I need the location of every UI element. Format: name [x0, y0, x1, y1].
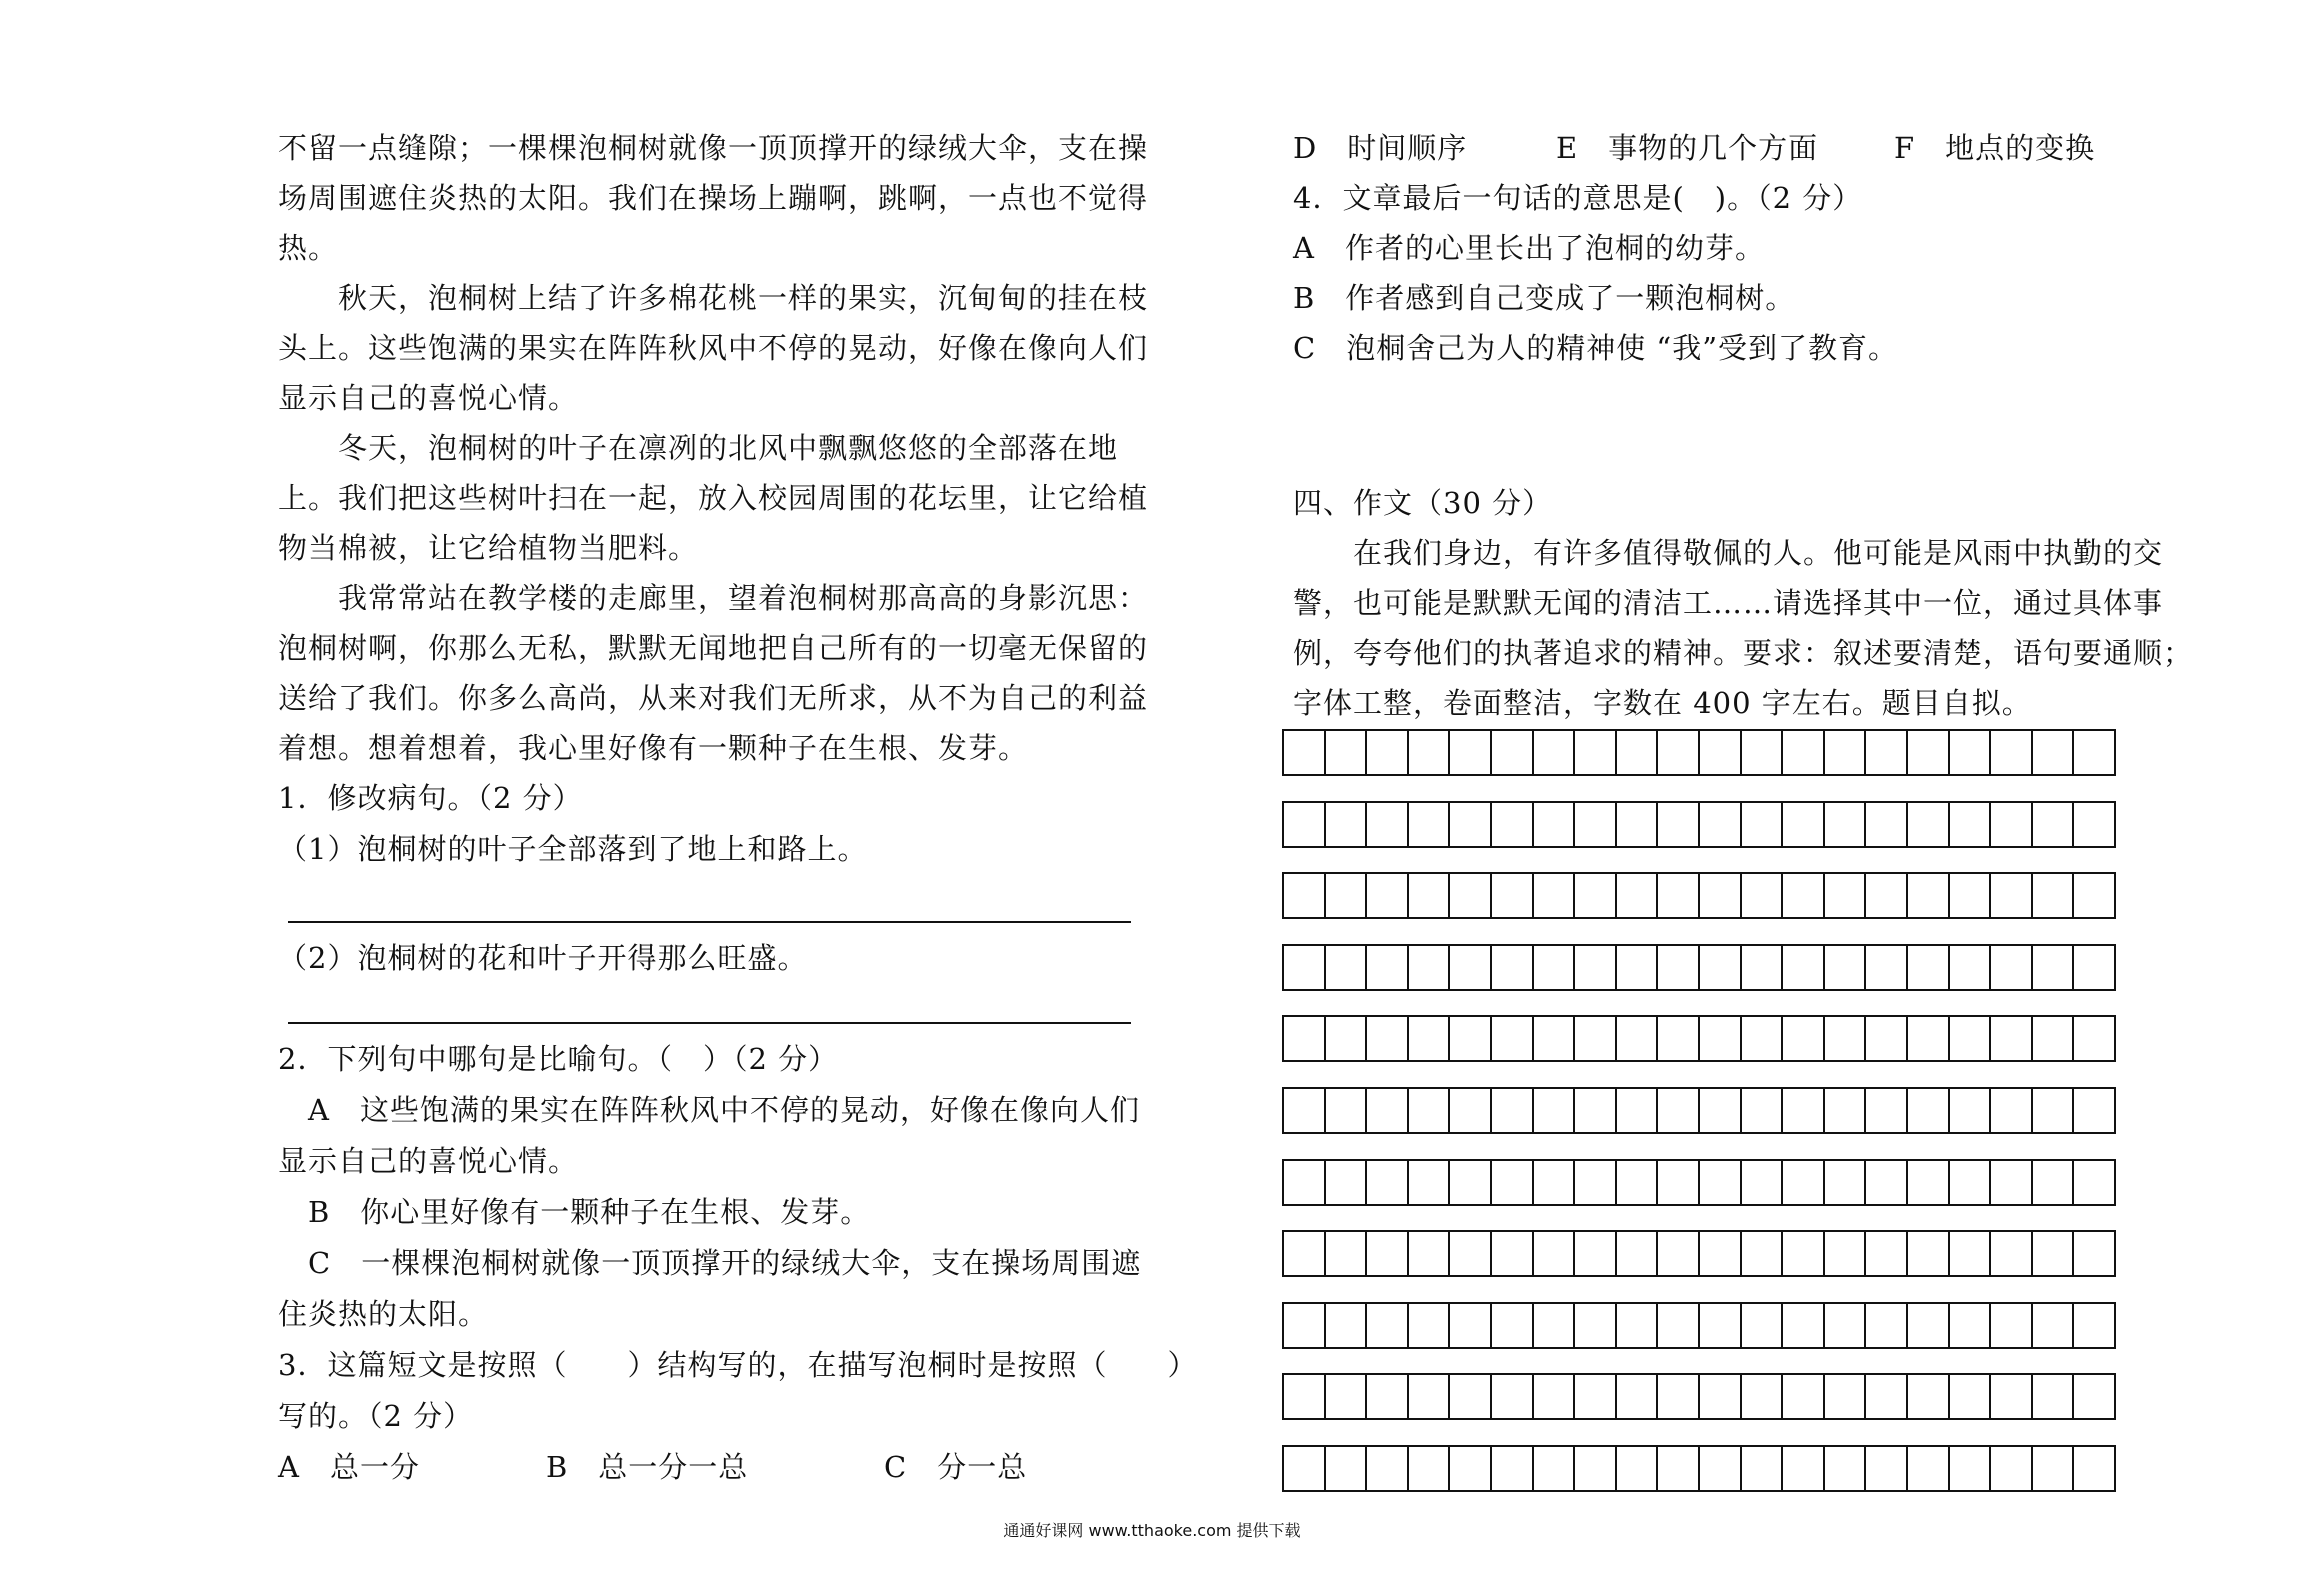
- essay-prompt-line: 在我们身边，有许多值得敬佩的人。他可能是风雨中执勤的交: [1293, 536, 2164, 570]
- grid-cell[interactable]: [1908, 874, 1950, 917]
- footer-credit: 通通好课网 www.tthaoke.com 提供下载: [1003, 1521, 1301, 1540]
- grid-cell[interactable]: [1575, 1375, 1617, 1418]
- grid-cell[interactable]: [1950, 1447, 1992, 1490]
- grid-cell[interactable]: [1908, 1447, 1950, 1490]
- grid-cell[interactable]: [1742, 1447, 1784, 1490]
- grid-cell[interactable]: [2033, 1304, 2075, 1347]
- grid-cell[interactable]: [1742, 1089, 1784, 1132]
- grid-cell[interactable]: [1367, 1447, 1409, 1490]
- grid-cell[interactable]: [1450, 874, 1492, 917]
- grid-cell[interactable]: [1783, 803, 1825, 846]
- grid-cell[interactable]: [1450, 946, 1492, 989]
- grid-cell[interactable]: [1825, 1161, 1867, 1204]
- grid-cell[interactable]: [1367, 1375, 1409, 1418]
- grid-cell[interactable]: [1658, 1232, 1700, 1275]
- grid-cell[interactable]: [1575, 1304, 1617, 1347]
- grid-cell[interactable]: [1658, 946, 1700, 989]
- grid-cell[interactable]: [1409, 874, 1451, 917]
- grid-cell[interactable]: [1866, 1447, 1908, 1490]
- grid-cell[interactable]: [1326, 1232, 1368, 1275]
- grid-cell[interactable]: [1367, 1304, 1409, 1347]
- grid-cell[interactable]: [2033, 803, 2075, 846]
- grid-cell[interactable]: [1783, 1161, 1825, 1204]
- question-2-option-b: B 你心里好像有一颗种子在生根、发芽。: [278, 1195, 871, 1229]
- grid-cell[interactable]: [1866, 1017, 1908, 1060]
- grid-cell[interactable]: [2033, 1375, 2075, 1418]
- question-4-option-b: B 作者感到自己变成了一颗泡桐树。: [1293, 281, 1796, 315]
- grid-cell[interactable]: [1658, 731, 1700, 774]
- grid-cell[interactable]: [1950, 731, 1992, 774]
- grid-cell[interactable]: [1575, 1447, 1617, 1490]
- question-2-option-c: C 一棵棵泡桐树就像一顶顶撑开的绿绒大伞，支在操场周围遮: [278, 1246, 1142, 1280]
- passage-line: 送给了我们。你多么高尚，从来对我们无所求，从不为自己的利益: [278, 681, 1149, 715]
- passage-line: 冬天，泡桐树的叶子在凛冽的北风中飘飘悠悠的全部落在地: [278, 431, 1119, 465]
- grid-cell[interactable]: [2033, 1017, 2075, 1060]
- grid-cell[interactable]: [1534, 874, 1576, 917]
- grid-cell[interactable]: [1617, 946, 1659, 989]
- grid-cell[interactable]: [1950, 946, 1992, 989]
- grid-cell[interactable]: [1866, 874, 1908, 917]
- grid-cell[interactable]: [1991, 803, 2033, 846]
- grid-cell[interactable]: [1825, 1447, 1867, 1490]
- grid-cell[interactable]: [1575, 1161, 1617, 1204]
- grid-cell[interactable]: [1950, 1089, 1992, 1132]
- grid-cell[interactable]: [1908, 803, 1950, 846]
- grid-cell[interactable]: [2033, 1089, 2075, 1132]
- grid-cell[interactable]: [1700, 1375, 1742, 1418]
- grid-cell[interactable]: [1783, 1017, 1825, 1060]
- grid-cell[interactable]: [1326, 1161, 1368, 1204]
- grid-cell[interactable]: [2033, 1161, 2075, 1204]
- question-3-option-d: D 时间顺序: [1293, 131, 1468, 165]
- passage-line: 上。我们把这些树叶扫在一起，放入校园周围的花坛里，让它给植: [278, 481, 1149, 515]
- grid-cell[interactable]: [1991, 731, 2033, 774]
- grid-cell[interactable]: [1783, 1089, 1825, 1132]
- grid-cell[interactable]: [1575, 1017, 1617, 1060]
- grid-row: [1282, 1230, 2116, 1277]
- question-3-option-e: E 事物的几个方面: [1556, 131, 1819, 165]
- question-4-title: 4．文章最后一句话的意思是( )。（2 分）: [1293, 181, 1863, 215]
- grid-cell[interactable]: [1492, 1232, 1534, 1275]
- grid-cell[interactable]: [1326, 1447, 1368, 1490]
- question-3-option-a: A 总一分: [278, 1450, 420, 1484]
- grid-cell[interactable]: [1866, 803, 1908, 846]
- grid-cell[interactable]: [1534, 1375, 1576, 1418]
- grid-cell[interactable]: [1617, 803, 1659, 846]
- grid-cell[interactable]: [1367, 1161, 1409, 1204]
- grid-cell[interactable]: [1783, 1304, 1825, 1347]
- grid-cell[interactable]: [1825, 1375, 1867, 1418]
- grid-cell[interactable]: [1326, 1304, 1368, 1347]
- grid-cell[interactable]: [1866, 1375, 1908, 1418]
- grid-cell[interactable]: [1908, 1161, 1950, 1204]
- grid-cell[interactable]: [1825, 1089, 1867, 1132]
- passage-line: 我常常站在教学楼的走廊里，望着泡桐树那高高的身影沉思：: [278, 581, 1149, 615]
- grid-cell[interactable]: [1742, 803, 1784, 846]
- grid-cell[interactable]: [1950, 1161, 1992, 1204]
- grid-cell[interactable]: [1492, 1304, 1534, 1347]
- grid-cell[interactable]: [1700, 1089, 1742, 1132]
- grid-cell[interactable]: [1409, 1161, 1451, 1204]
- grid-cell[interactable]: [1326, 946, 1368, 989]
- question-1-title: 1．修改病句。（2 分）: [278, 781, 583, 815]
- passage-line: 泡桐树啊，你那么无私，默默无闻地把自己所有的一切毫无保留的: [278, 631, 1149, 665]
- grid-cell[interactable]: [2074, 1304, 2114, 1347]
- grid-cell[interactable]: [1783, 731, 1825, 774]
- grid-cell[interactable]: [1908, 1017, 1950, 1060]
- essay-prompt-line: 字体工整，卷面整洁，字数在 400 字左右。题目自拟。: [1293, 686, 2032, 720]
- grid-cell[interactable]: [1783, 874, 1825, 917]
- grid-cell[interactable]: [1575, 1232, 1617, 1275]
- grid-cell[interactable]: [2074, 731, 2114, 774]
- grid-cell[interactable]: [1908, 1375, 1950, 1418]
- grid-row: [1282, 1015, 2116, 1062]
- grid-cell[interactable]: [1492, 1161, 1534, 1204]
- grid-cell[interactable]: [1658, 1089, 1700, 1132]
- grid-cell[interactable]: [1700, 1232, 1742, 1275]
- question-2-title: 2．下列句中哪句是比喻句。（ ）（2 分）: [278, 1042, 839, 1076]
- grid-cell[interactable]: [1991, 1017, 2033, 1060]
- grid-cell[interactable]: [1825, 1232, 1867, 1275]
- question-3-line-1: 3．这篇短文是按照（ ）结构写的，在描写泡桐时是按照（ ）: [278, 1348, 1198, 1382]
- question-3-line-2: 写的。（2 分）: [278, 1399, 474, 1433]
- grid-cell[interactable]: [1617, 1447, 1659, 1490]
- grid-row: [1282, 1159, 2116, 1206]
- question-3-option-c: C 分一总: [884, 1450, 1028, 1484]
- grid-cell[interactable]: [1617, 1161, 1659, 1204]
- grid-cell[interactable]: [1991, 874, 2033, 917]
- grid-cell[interactable]: [1367, 874, 1409, 917]
- grid-cell[interactable]: [1534, 1161, 1576, 1204]
- grid-cell[interactable]: [1534, 1017, 1576, 1060]
- grid-cell[interactable]: [1409, 1232, 1451, 1275]
- grid-cell[interactable]: [1825, 1017, 1867, 1060]
- grid-cell[interactable]: [1950, 1375, 1992, 1418]
- grid-cell[interactable]: [1991, 1375, 2033, 1418]
- question-4-option-a: A 作者的心里长出了泡桐的幼芽。: [1293, 231, 1765, 265]
- grid-cell[interactable]: [1617, 1375, 1659, 1418]
- grid-cell[interactable]: [1617, 874, 1659, 917]
- grid-cell[interactable]: [2074, 803, 2114, 846]
- grid-cell[interactable]: [1326, 731, 1368, 774]
- grid-cell[interactable]: [1658, 1017, 1700, 1060]
- grid-cell[interactable]: [1575, 874, 1617, 917]
- grid-cell[interactable]: [1367, 1017, 1409, 1060]
- grid-cell[interactable]: [1409, 1089, 1451, 1132]
- question-2-option-a-cont: 显示自己的喜悦心情。: [278, 1144, 579, 1178]
- grid-cell[interactable]: [1284, 874, 1326, 917]
- grid-cell[interactable]: [1534, 803, 1576, 846]
- grid-cell[interactable]: [1575, 1089, 1617, 1132]
- grid-cell[interactable]: [1284, 1089, 1326, 1132]
- grid-row: [1282, 944, 2116, 991]
- passage-line: 物当棉被，让它给植物当肥料。: [278, 531, 699, 565]
- grid-row: [1282, 801, 2116, 848]
- grid-cell[interactable]: [1700, 803, 1742, 846]
- grid-cell[interactable]: [1742, 1161, 1784, 1204]
- grid-cell[interactable]: [2074, 946, 2114, 989]
- grid-cell[interactable]: [1908, 1089, 1950, 1132]
- grid-cell[interactable]: [1742, 1304, 1784, 1347]
- grid-cell[interactable]: [1284, 946, 1326, 989]
- grid-cell[interactable]: [2033, 1232, 2075, 1275]
- grid-cell[interactable]: [1825, 803, 1867, 846]
- grid-cell[interactable]: [1742, 1232, 1784, 1275]
- grid-row: [1282, 1087, 2116, 1134]
- grid-cell[interactable]: [1284, 1161, 1326, 1204]
- question-3-option-f: F 地点的变换: [1894, 131, 2096, 165]
- question-4-option-c: C 泡桐舍己为人的精神使 “我”受到了教育。: [1293, 331, 1899, 365]
- grid-cell[interactable]: [1866, 946, 1908, 989]
- grid-row: [1282, 872, 2116, 919]
- grid-cell[interactable]: [1742, 874, 1784, 917]
- passage-line: 着想。想着想着，我心里好像有一颗种子在生根、发芽。: [278, 731, 1029, 765]
- grid-cell[interactable]: [2074, 1161, 2114, 1204]
- grid-cell[interactable]: [1658, 874, 1700, 917]
- grid-cell[interactable]: [1866, 1161, 1908, 1204]
- grid-cell[interactable]: [1326, 1375, 1368, 1418]
- passage-line: 显示自己的喜悦心情。: [278, 381, 579, 415]
- grid-cell[interactable]: [1742, 1375, 1784, 1418]
- grid-cell[interactable]: [1700, 731, 1742, 774]
- grid-cell[interactable]: [1617, 731, 1659, 774]
- grid-cell[interactable]: [1617, 1017, 1659, 1060]
- grid-cell[interactable]: [1658, 1161, 1700, 1204]
- essay-prompt-line: 例，夸夸他们的执著追求的精神。要求：叙述要清楚，语句要通顺；: [1293, 636, 2194, 670]
- grid-cell[interactable]: [1617, 1089, 1659, 1132]
- grid-cell[interactable]: [1409, 803, 1451, 846]
- grid-cell[interactable]: [1450, 1089, 1492, 1132]
- grid-cell[interactable]: [1284, 1375, 1326, 1418]
- grid-cell[interactable]: [1492, 1447, 1534, 1490]
- grid-cell[interactable]: [1534, 1089, 1576, 1132]
- grid-cell[interactable]: [1326, 803, 1368, 846]
- grid-cell[interactable]: [1866, 731, 1908, 774]
- grid-cell[interactable]: [1700, 946, 1742, 989]
- grid-cell[interactable]: [2074, 874, 2114, 917]
- grid-cell[interactable]: [1742, 1017, 1784, 1060]
- grid-cell[interactable]: [1284, 1304, 1326, 1347]
- grid-cell[interactable]: [1783, 946, 1825, 989]
- grid-row: [1282, 1302, 2116, 1349]
- grid-cell[interactable]: [1950, 803, 1992, 846]
- grid-cell[interactable]: [1492, 731, 1534, 774]
- grid-cell[interactable]: [1326, 874, 1368, 917]
- grid-cell[interactable]: [1783, 1447, 1825, 1490]
- grid-cell[interactable]: [1534, 1232, 1576, 1275]
- grid-cell[interactable]: [1991, 1304, 2033, 1347]
- grid-cell[interactable]: [1534, 1304, 1576, 1347]
- grid-cell[interactable]: [1991, 1161, 2033, 1204]
- grid-cell[interactable]: [1284, 731, 1326, 774]
- grid-cell[interactable]: [1450, 1447, 1492, 1490]
- grid-cell[interactable]: [1575, 731, 1617, 774]
- grid-cell[interactable]: [1742, 946, 1784, 989]
- grid-cell[interactable]: [1950, 1304, 1992, 1347]
- grid-cell[interactable]: [2033, 731, 2075, 774]
- grid-cell[interactable]: [1825, 731, 1867, 774]
- grid-cell[interactable]: [2074, 1447, 2114, 1490]
- section-title-composition: 四、作文（30 分）: [1293, 486, 1553, 520]
- grid-cell[interactable]: [1450, 803, 1492, 846]
- grid-cell[interactable]: [1450, 1161, 1492, 1204]
- grid-cell[interactable]: [1700, 1447, 1742, 1490]
- grid-cell[interactable]: [1991, 1089, 2033, 1132]
- grid-cell[interactable]: [1783, 1232, 1825, 1275]
- grid-cell[interactable]: [1991, 1232, 2033, 1275]
- grid-cell[interactable]: [2074, 1017, 2114, 1060]
- grid-cell[interactable]: [1492, 946, 1534, 989]
- grid-row: [1282, 729, 2116, 776]
- answer-line-b[interactable]: [288, 1022, 1131, 1024]
- grid-cell[interactable]: [1658, 1447, 1700, 1490]
- grid-cell[interactable]: [1825, 874, 1867, 917]
- grid-cell[interactable]: [1367, 731, 1409, 774]
- grid-cell[interactable]: [1700, 1161, 1742, 1204]
- grid-cell[interactable]: [1742, 731, 1784, 774]
- question-3-option-b: B 总一分一总: [546, 1450, 749, 1484]
- grid-row: [1282, 1373, 2116, 1420]
- grid-cell[interactable]: [1908, 1232, 1950, 1275]
- grid-cell[interactable]: [1492, 1375, 1534, 1418]
- grid-cell[interactable]: [1866, 1089, 1908, 1132]
- grid-cell[interactable]: [1284, 1017, 1326, 1060]
- grid-cell[interactable]: [1575, 946, 1617, 989]
- grid-cell[interactable]: [1409, 1304, 1451, 1347]
- grid-cell[interactable]: [1409, 1447, 1451, 1490]
- grid-cell[interactable]: [1658, 1304, 1700, 1347]
- answer-line-a[interactable]: [288, 921, 1131, 923]
- grid-cell[interactable]: [1866, 1304, 1908, 1347]
- grid-cell[interactable]: [1617, 1304, 1659, 1347]
- grid-cell[interactable]: [1700, 874, 1742, 917]
- grid-cell[interactable]: [2074, 1232, 2114, 1275]
- passage-line: 不留一点缝隙；一棵棵泡桐树就像一顶顶撑开的绿绒大伞，支在操: [278, 131, 1149, 165]
- passage-line: 秋天，泡桐树上结了许多棉花桃一样的果实，沉甸甸的挂在枝: [278, 281, 1149, 315]
- grid-cell[interactable]: [1367, 1232, 1409, 1275]
- grid-cell[interactable]: [1534, 1447, 1576, 1490]
- grid-cell[interactable]: [1492, 874, 1534, 917]
- passage-line: 场周围遮住炎热的太阳。我们在操场上蹦啊，跳啊，一点也不觉得: [278, 181, 1149, 215]
- grid-cell[interactable]: [1450, 1375, 1492, 1418]
- grid-cell[interactable]: [1409, 1375, 1451, 1418]
- grid-cell[interactable]: [1409, 1017, 1451, 1060]
- grid-cell[interactable]: [1866, 1232, 1908, 1275]
- grid-cell[interactable]: [1367, 803, 1409, 846]
- grid-cell[interactable]: [1991, 946, 2033, 989]
- grid-cell[interactable]: [1326, 1017, 1368, 1060]
- grid-cell[interactable]: [2074, 1089, 2114, 1132]
- grid-cell[interactable]: [1658, 803, 1700, 846]
- grid-cell[interactable]: [1825, 1304, 1867, 1347]
- grid-cell[interactable]: [1700, 1304, 1742, 1347]
- grid-cell[interactable]: [1534, 946, 1576, 989]
- grid-cell[interactable]: [1284, 1447, 1326, 1490]
- grid-cell[interactable]: [1700, 1017, 1742, 1060]
- grid-cell[interactable]: [1825, 946, 1867, 989]
- grid-cell[interactable]: [1409, 731, 1451, 774]
- grid-cell[interactable]: [1908, 1304, 1950, 1347]
- grid-cell[interactable]: [1908, 946, 1950, 989]
- grid-cell[interactable]: [1326, 1089, 1368, 1132]
- question-2-option-c-cont: 住炎热的太阳。: [278, 1297, 489, 1331]
- grid-cell[interactable]: [1950, 1017, 1992, 1060]
- grid-cell[interactable]: [1658, 1375, 1700, 1418]
- grid-cell[interactable]: [1950, 1232, 1992, 1275]
- grid-cell[interactable]: [1950, 874, 1992, 917]
- grid-cell[interactable]: [2074, 1375, 2114, 1418]
- grid-cell[interactable]: [1450, 731, 1492, 774]
- grid-cell[interactable]: [1908, 731, 1950, 774]
- question-2-option-a: A 这些饱满的果实在阵阵秋风中不停的晃动，好像在像向人们: [278, 1093, 1140, 1127]
- grid-cell[interactable]: [2033, 874, 2075, 917]
- grid-cell[interactable]: [1284, 1232, 1326, 1275]
- grid-cell[interactable]: [2033, 1447, 2075, 1490]
- essay-prompt-line: 警，也可能是默默无闻的清洁工……请选择其中一位，通过具体事: [1293, 586, 2164, 620]
- grid-cell[interactable]: [2033, 946, 2075, 989]
- grid-cell[interactable]: [1991, 1447, 2033, 1490]
- question-1-sentence-b: （2）泡桐树的花和叶子开得那么旺盛。: [278, 941, 808, 975]
- grid-cell[interactable]: [1450, 1232, 1492, 1275]
- grid-cell[interactable]: [1575, 803, 1617, 846]
- grid-cell[interactable]: [1450, 1017, 1492, 1060]
- grid-cell[interactable]: [1367, 946, 1409, 989]
- question-1-sentence-a: （1）泡桐树的叶子全部落到了地上和路上。: [278, 832, 868, 866]
- grid-cell[interactable]: [1367, 1089, 1409, 1132]
- grid-cell[interactable]: [1492, 1089, 1534, 1132]
- grid-row: [1282, 1445, 2116, 1492]
- grid-cell[interactable]: [1617, 1232, 1659, 1275]
- grid-cell[interactable]: [1492, 803, 1534, 846]
- grid-cell[interactable]: [1450, 1304, 1492, 1347]
- grid-cell[interactable]: [1783, 1375, 1825, 1418]
- grid-cell[interactable]: [1409, 946, 1451, 989]
- grid-cell[interactable]: [1492, 1017, 1534, 1060]
- passage-line: 头上。这些饱满的果实在阵阵秋风中不停的晃动，好像在像向人们: [278, 331, 1149, 365]
- grid-cell[interactable]: [1534, 731, 1576, 774]
- grid-cell[interactable]: [1284, 803, 1326, 846]
- passage-line: 热。: [278, 231, 339, 265]
